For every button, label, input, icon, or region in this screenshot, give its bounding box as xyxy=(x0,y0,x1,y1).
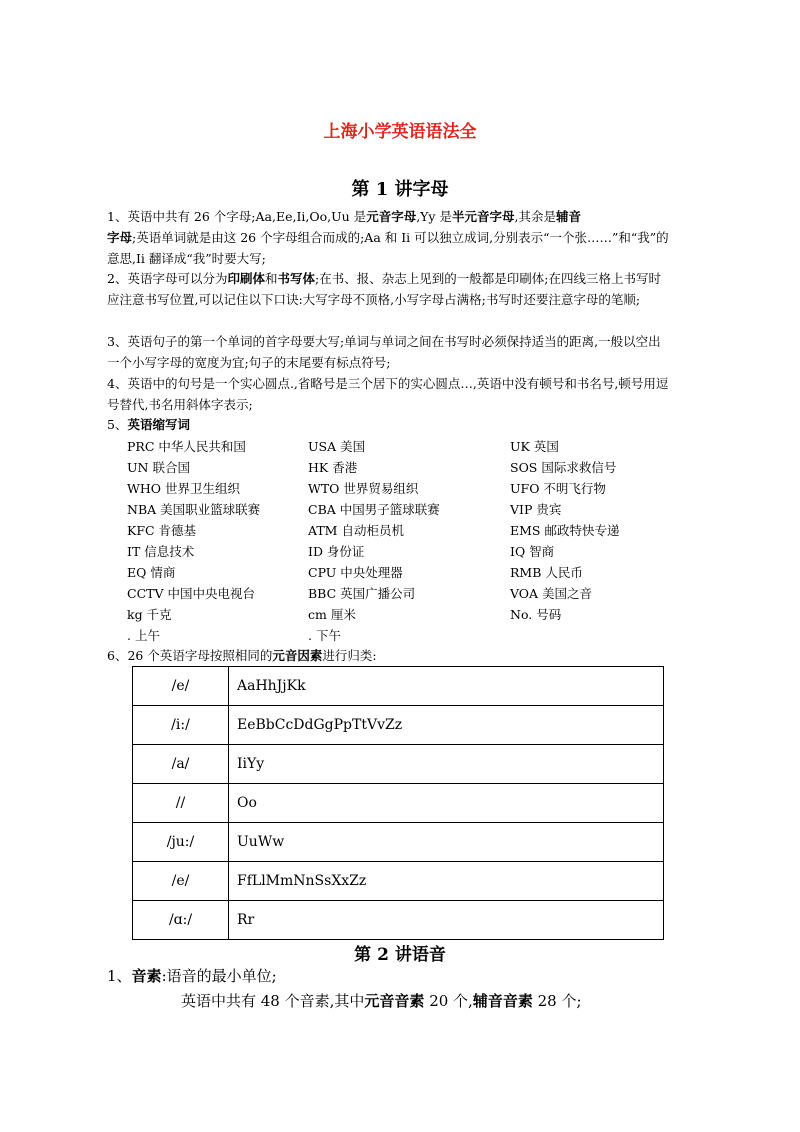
abbreviation-row xyxy=(127,583,687,604)
abbreviation-item: RMB 人民币 xyxy=(510,565,583,580)
abbreviation-list xyxy=(127,436,687,646)
paragraph-4: 4、英语中的句号是一个实心圆点.,省略号是三个居下的实心圆点…,英语中没有顿号和书名号,顿号用逗号替代,书名用斜体字表示; xyxy=(107,376,669,412)
abbreviation-item: SOS 国际求救信号 xyxy=(510,460,617,475)
abbreviation-item: USA 美国 xyxy=(308,439,366,454)
abbreviation-item: CPU 中央处理器 xyxy=(308,565,403,580)
phoneme-cell: /a/ xyxy=(133,745,229,784)
lecture-2-heading: 第 2 讲语音 xyxy=(354,945,446,965)
abbreviation-item: cm 厘米 xyxy=(308,607,356,622)
abbreviation-item: CBA 中国男子篮球联赛 xyxy=(308,502,440,517)
phoneme-cell: /i:/ xyxy=(133,706,229,745)
table-row xyxy=(133,862,664,901)
abbreviation-row xyxy=(127,604,687,625)
letters-cell: AaHhJjKk xyxy=(229,667,664,706)
letters-cell: Oo xyxy=(229,784,664,823)
abbreviation-item: BBC 英国广播公司 xyxy=(308,586,416,601)
table-row xyxy=(133,901,664,940)
paragraph-3: 3、英语句子的第一个单词的首字母要大写;单词与单词之间在书写时必须保持适当的距离,一般以空出一个小写字母的宽度为宜;句子的末尾要有标点符号; xyxy=(107,334,661,370)
abbreviation-item: ID 身份证 xyxy=(308,544,365,559)
letters-cell: UuWw xyxy=(229,823,664,862)
phoneme-cell: // xyxy=(133,784,229,823)
abbreviation-row xyxy=(127,478,687,499)
abbreviation-item: UN 联合国 xyxy=(127,460,190,475)
section-2-paragraph: 1、音素:语音的最小单位; 英语中共有 48 个音素,其中元音音素 20 个,辅音音素 28 个; xyxy=(107,967,582,1010)
abbreviation-item: EMS 邮政特快专递 xyxy=(510,523,620,538)
table-row xyxy=(133,823,664,862)
abbreviation-item: No. 号码 xyxy=(510,607,562,622)
abbreviation-row xyxy=(127,562,687,583)
phoneme-cell: /e/ xyxy=(133,667,229,706)
abbreviation-item: . 下午 xyxy=(308,628,341,643)
abbreviation-row xyxy=(127,436,687,457)
paragraph-1: 1、英语中共有 26 个字母;Aa,Ee,Ii,Oo,Uu 是元音字母,Yy 是半元音字母,其余是辅音 字母;英语单词就是由这 26 个字母组合而成的;Aa 和 Ii 可以独立成词,分别表示“一个张……”和“我”的意思,Ii 翻译成“我”时要大写; xyxy=(107,209,669,266)
abbreviation-item: ATM 自动柜员机 xyxy=(308,523,404,538)
abbreviation-row xyxy=(127,520,687,541)
abbreviation-item: WTO 世界贸易组织 xyxy=(308,481,419,496)
letters-cell: FfLlMmNnSsXxZz xyxy=(229,862,664,901)
abbreviation-row xyxy=(127,541,687,562)
letters-cell: IiYy xyxy=(229,745,664,784)
abbreviation-item: VOA 美国之音 xyxy=(510,586,593,601)
letters-cell: Rr xyxy=(229,901,664,940)
document-title: 上海小学英语语法全 xyxy=(323,122,477,142)
table-row xyxy=(133,745,664,784)
abbreviation-item: IQ 智商 xyxy=(510,544,555,559)
abbreviation-item: EQ 情商 xyxy=(127,565,176,580)
abbreviation-item: KFC 肯德基 xyxy=(127,523,197,538)
abbreviation-item xyxy=(510,625,680,646)
table-row xyxy=(133,667,664,706)
paragraph-5-heading: 5、英语缩写词 xyxy=(107,417,190,432)
letters-cell: EeBbCcDdGgPpTtVvZz xyxy=(229,706,664,745)
abbreviation-item: HK 香港 xyxy=(308,460,358,475)
abbreviation-item: CCTV 中国中央电视台 xyxy=(127,586,255,601)
abbreviation-item: . 上午 xyxy=(127,628,160,643)
abbreviation-row xyxy=(127,457,687,478)
abbreviation-row xyxy=(127,625,687,646)
table-row xyxy=(133,706,664,745)
abbreviation-item: UK 英国 xyxy=(510,439,559,454)
abbreviation-row xyxy=(127,499,687,520)
phoneme-cell: /ɑ:/ xyxy=(133,901,229,940)
table-row xyxy=(133,784,664,823)
abbreviation-item: WHO 世界卫生组织 xyxy=(127,481,240,496)
abbreviation-item: UFO 不明飞行物 xyxy=(510,481,606,496)
paragraph-6: 6、26 个英语字母按照相同的元音因素进行归类: xyxy=(107,648,377,663)
letter-groups-table xyxy=(132,666,664,940)
lecture-1-heading: 第 1 讲字母 xyxy=(351,179,449,200)
abbreviation-item: VIP 贵宾 xyxy=(510,502,562,517)
abbreviation-item: kg 千克 xyxy=(127,607,172,622)
abbreviation-item: IT 信息技术 xyxy=(127,544,195,559)
abbreviation-item: PRC 中华人民共和国 xyxy=(127,439,246,454)
paragraph-2: 2、英语字母可以分为印刷体和书写体;在书、报、杂志上见到的一般都是印刷体;在四线三格上书写时应注意书写位置,可以记住以下口诀:大写字母不顶格,小写字母占满格;书写时还要注意字母的笔顺; xyxy=(107,271,661,307)
phoneme-cell: /ju:/ xyxy=(133,823,229,862)
abbreviation-item: NBA 美国职业篮球联赛 xyxy=(127,502,261,517)
phoneme-cell: /e/ xyxy=(133,862,229,901)
